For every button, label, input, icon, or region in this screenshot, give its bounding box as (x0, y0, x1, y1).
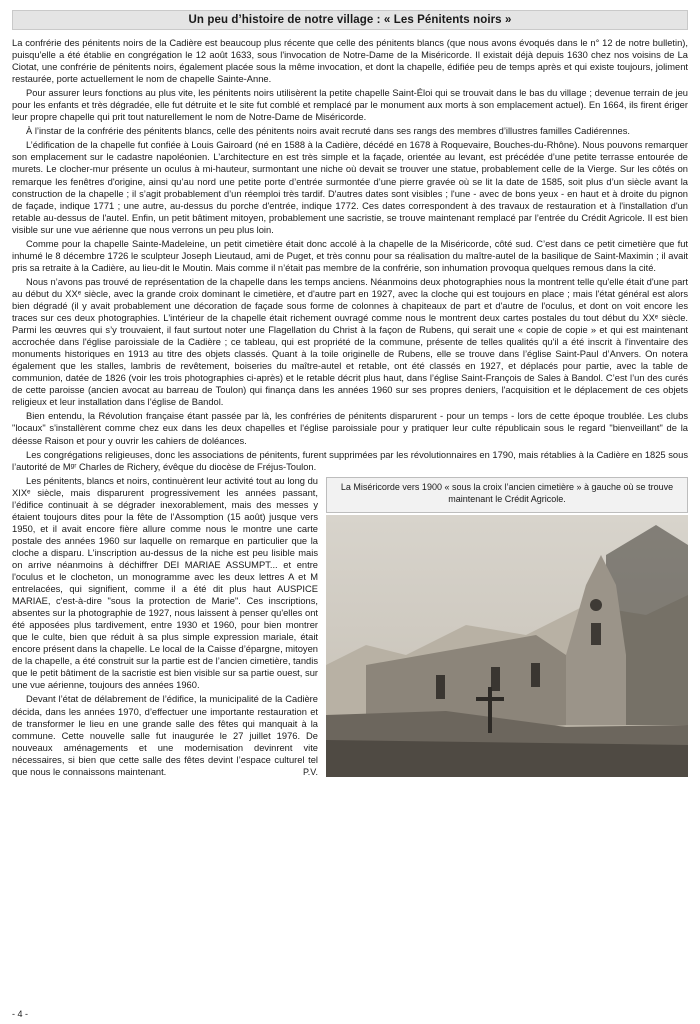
author-signature: P.V. (302, 766, 318, 777)
paragraph-8: Les congrégations religieuses, donc les associations de pénitents, furent supprimées par les révolutionnaires en 1790, mais rétablies à la Cadière en 1825 sous l’autorité de Mᵍʳ Charles de Richery, évêque du diocèse de Fréjus-Toulon. (12, 449, 688, 472)
paragraph-5: Comme pour la chapelle Sainte-Madeleine, un petit cimetière était donc accolé à la chapelle de la Miséricorde, côté sud. C’est dans ce petit cimetière que fut inhumé le 8 décembre 1726 le sculpteur Joseph Lieutaud, ami de Puget, et très connu pour sa réalisation du maître-autel de la basilique de Saint-Maximin ; il avait pris sa retraite à la Cadière, au lieu-dit le Moutin. Mais comme il n’était pas membre de la confrérie, son inhumation provoqua quelques remous dans la cité. (12, 238, 688, 273)
paragraph-3: À l’instar de la confrérie des pénitents blancs, celle des pénitents noirs avait recruté dans ses rangs des membres d’illustres familles Cadiérennes. (26, 126, 631, 137)
paragraph-6: Nous n’avons pas trouvé de représentation de la chapelle dans les temps anciens. Néanmoins deux photographies nous la montrent telle qu'elle était d'une part au début du XXᵉ siècle, avec la grande croix dominant le cimetière, et d'autre part en 1927, avec la cloche qui est toujours en place ; mais l'état général est alors bien dégradé (il y avait probablement une décoration de façade sous forme de colonnes à chapiteaux de part et d'autre de l'oculus, et dont on voit encore les traces sur ces deux photographies. L'intérieur de la chapelle était richement ouvragé comme nous le montrent deux cartes postales du tout début du XXᵉ siècle. Parmi les œuvres qui s’y trouvaient, il faut surtout noter une Flagellation du Christ à la façon de Rubens, qui serait une « copie de copie » et qui est maintenant accrochée dans l'église paroissiale de la Cadière ; ce tableau, qui est propriété de la commune, présente de telles qualités qu'il a été inscrit à l'inventaire des monuments historiques en 1913 au titre des objets classés. Quant à la toile originelle de Rubens, elle se trouve dans l’église Saint-Paul d’Anvers. On notera également que les stalles, lambris de revêtement, boiseries du maître-autel et retable, ont été classés en 1927, et déplacés pour partie, avec la table de communion, datée de 1826 (voir les trois photographies ci-après) et le retable décrit plus haut, dans l’église Saint-François de Sales à Bandol. C’est l’un des curés de cette paroisse (ancien avocat au barreau de Toulon) qui finança dans les années 1960 sur ses propres deniers, l'acquisition et le déplacement de ces objets religieux et leur installation dans l’église de Bandol. (12, 276, 688, 408)
figure-caption: La Miséricorde vers 1900 « sous la croix l’ancien cimetière » à gauche où se trouve maintenant le Crédit Agricole. (326, 477, 688, 513)
paragraph-4: L’édification de la chapelle fut confiée à Louis Gairoard (né en 1588 à la Cadière, décédé en 1678 à Roquevaire, Bouches-du-Rhône). Nous pouvons remarquer son emplacement sur le cadastre napoléonien. L'architecture en est très simple et la façade, orientée au levant, est précédée d’une petite terrasse entourée de murets. Le clocher-mur présente un oculus à mi-hauteur, surmontant une niche où devait se trouver une statue, probablement celle de la Vierge. Sur les côtés on remarque les fenêtres d'origine, ainsi qu’au nord une petite porte d’entrée surmontée d’une pierre gravée où se lit la date de 1585, soit plus d’un siècle avant la construction de la chapelle ; il s’agit probablement d’un réemploi très tardif. D'autres dates sont visibles ; l'une - avec de bons yeux - en haut et à droite du pignon de façade, indique 1771 ; une autre, au-dessus du porche d'entrée, indique 1772. Ces dates correspondent à des travaux de restauration et à l'installation d'un retable au-dessus de l'autel. Enfin, un petit bâtiment mitoyen, probablement une sacristie, se trouve maintenant remplacé par l’entrée du Crédit Agricole. Il est bien visible sur une vue aérienne que nous verrons un peu plus loin. (12, 140, 688, 235)
article-title: Un peu d’histoire de notre village : « Les Pénitents noirs » (188, 14, 512, 26)
paragraph-7: Bien entendu, la Révolution française étant passée par là, les confréries de pénitents disparurent - pour un temps - lors de cette époque troublée. Les clubs "locaux" s'installèrent comme chez eux dans les deux chapelles et l'église paroissiale pour y pratiquer leur culte républicain sous le regard "bienveillant" de la déesse Raison et pour y ouvrir les cahiers de doléances. (12, 411, 688, 446)
paragraph-9: Les pénitents, blancs et noirs, continuèrent leur activité tout au long du XIXᵉ siècle, mais disparurent progressivement les années passant, l’édifice continuait à se dégrader inexorablement, mais des messes y étaient toujours dites pour la fête de l’Assomption (15 août) jusque vers 1950, et il avait encore fière allure comme nous le montre une carte postale des années 1960 sur laquelle on remarque en particulier que la cloche a disparu. L'inscription au-dessus de la niche est peu lisible mais on arrive néanmoins à déchiffrer DEI MARIAE ASSUMPT... et entre l'oculus et le clocheton, un monogramme avec les deux lettres A et M entrelacées, qui signifient, comme il a été dit plus haut AUSPICE MARIAE, c'est-à-dire "sous la protection de Marie". Ces inscriptions, absentes sur la photographie de 1927, nous laissent à penser qu'elles ont été apposées plus tardivement, entre 1930 et 1960, pour bien montrer que le culte, bien que réduit à sa plus simple expression mariale, était encore présent dans la chapelle. Le local de la Caisse d’épargne, mitoyen de la chapelle, a été construit sur la partie est de l’ancien cimetière, tandis que le petit bâtiment de la sacristie est bien visible sur sa partie ouest, sur une vue aérienne, toujours des années 1960. (12, 475, 318, 691)
paragraph-1: La confrérie des pénitents noirs de la Cadière est beaucoup plus récente que celle des pénitents blancs (que nous avons évoqués dans le n° 12 de notre bulletin), puisqu'elle a été établie en congrégation le 12 août 1633, sous l'invocation de Notre-Dame de la Miséricorde. Il existait déjà depuis 1630 chez nos voisins de La Ciotat, une confrérie de pénitents noirs, également placée sous la même invocation, et dont la chapelle, édifiée peu de temps après et qui existe toujours, joliment restaurée, porte actuellement le nom de chapelle Sainte-Anne. (12, 38, 688, 85)
article-body (12, 37, 688, 967)
paragraph-2: Pour assurer leurs fonctions au plus vite, les pénitents noirs utilisèrent la petite chapelle Saint-Éloi qui se trouvait dans le bas du village ; devenue terrain de jeu pour les enfants et très dégradée, elle fut détruite et le site fut comblé et remplacé par le monument aux morts à son emplacement actuel). En 1664, ils firent ériger leur propre chapelle qui prit tout naturellement le nom de Notre-Dame de Miséricorde. (12, 88, 688, 123)
figure (326, 477, 688, 777)
chapel-photo (326, 515, 688, 777)
page-number: - 4 - (12, 1009, 29, 1019)
paragraph-10-text: Devant l’état de délabrement de l’édifice, la municipalité de la Cadière décida, dans les années 1970, d’effectuer une importante restauration et de transformer le lieu en une grande salle des fêtes qui manquait à la commune. Cette nouvelle salle fut inaugurée le 27 juillet 1976. De nouveaux aménagements et une modernisation devinrent vite nécessaires, si bien que cette salle des fêtes devint l’espace culturel tel que nous le connaissons maintenant. (12, 694, 318, 777)
title-banner (12, 10, 688, 30)
